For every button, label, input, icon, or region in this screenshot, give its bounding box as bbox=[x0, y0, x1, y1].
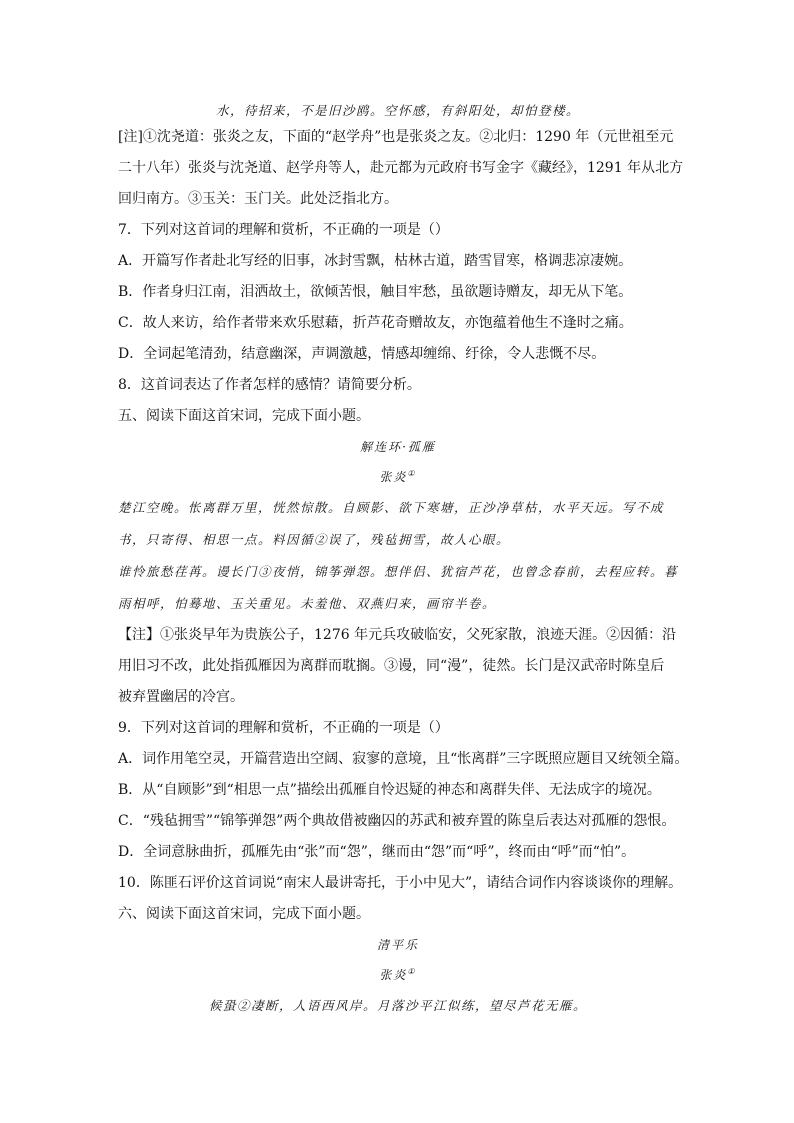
footnote-mark: ① bbox=[407, 469, 417, 478]
section-heading: 五、阅读下面这首宋词，完成下面小题。 bbox=[118, 408, 370, 424]
poem-author bbox=[118, 960, 678, 990]
poem-body bbox=[118, 492, 678, 620]
note-block bbox=[118, 620, 678, 713]
question-stem: 7．下列对这首词的理解和赏析，不正确的一项是（） bbox=[118, 222, 449, 238]
question-7 bbox=[118, 215, 678, 370]
option-a: A．词作用笔空灵，开篇营造出空阔、寂寥的意境，且“怅离群”三字既照应题目又统领全篇。 bbox=[118, 751, 689, 767]
section-heading: 六、阅读下面这首宋词，完成下面小题。 bbox=[118, 906, 370, 922]
option-c: C．故人来访，给作者带来欢乐慰藉，折芦花奇赠故友，亦饱蕴着他生不逢时之痛。 bbox=[118, 315, 633, 331]
note-line: 被弃置幽居的冷宫。 bbox=[118, 689, 244, 705]
poem-author bbox=[118, 462, 678, 492]
poem-line: 雨相呼，怕蓦地、玉关重见。未羞他、双燕归来，画帘半卷。 bbox=[118, 596, 497, 611]
option-a: A．开篇写作者赴北写经的旧事，冰封雪飘，枯林古道，踏雪冒寒，格调悲凉凄婉。 bbox=[118, 253, 633, 269]
author-name: 张炎 bbox=[379, 968, 408, 982]
question-10: 10．陈匪石评价这首词说“南宋人最讲寄托，于小中见大”，请结合词作内容谈谈你的理解。 bbox=[118, 875, 683, 891]
note-block bbox=[118, 122, 684, 215]
question-8: 8．这首词表达了作者怎样的感情？请简要分析。 bbox=[118, 377, 421, 393]
option-b: B．从“自顾影”到“相思一点”描绘出孤雁自怜迟疑的神态和离群失伴、无法成字的境况。 bbox=[118, 782, 661, 798]
note-line: 【注】①张炎早年为贵族公子，1276 年元兵攻破临安，父死家散，浪迹天涯。②因循：沿 bbox=[118, 627, 677, 643]
note-line: 回归南方。③玉关：玉门关。此处泛指北方。 bbox=[118, 191, 398, 207]
option-b: B．作者身归江南，泪洒故土，欲倾苦恨，触目牢愁，虽欲题诗赠友，却无从下笔。 bbox=[118, 284, 633, 300]
document-page bbox=[118, 100, 689, 1022]
poem-line: 书，只寄得、相思一点。料因循②误了，残毡拥雪，故人心眼。 bbox=[118, 532, 511, 547]
note-line: [注]①沈尧道：张炎之友，下面的“赵学舟”也是张炎之友。②北归：1290 年（元世祖至元 bbox=[118, 129, 674, 145]
poem-line: 谁怜旅愁荏苒。谩长门③夜悄，锦筝弹怨。想伴侣、犹宿芦花，也曾念春前，去程应转。暮 bbox=[118, 564, 679, 579]
option-c: C．“残毡拥雪”“锦筝弹怨”两个典故借被幽囚的苏武和被弃置的陈皇后表达对孤雁的怨恨。 bbox=[118, 813, 676, 829]
poem-line: 候蛩②凄断，人语西风岸。月落沙平江似练，望尽芦花无雁。 bbox=[208, 998, 587, 1013]
poem-line: 水，待招来，不是旧沙鸥。空怀感，有斜阳处，却怕登楼。 bbox=[215, 103, 580, 118]
poem-title: 清平乐 bbox=[376, 938, 419, 952]
poem-line: 楚江空晚。怅离群万里，恍然惊散。自顾影、欲下寒塘，正沙净草枯，水平天远。写不成 bbox=[118, 500, 665, 515]
poem-title: 解连环·孤雁 bbox=[360, 440, 436, 454]
question-9 bbox=[118, 713, 689, 868]
option-d: D．全词意脉曲折，孤雁先由“张”而“怨”，继而由“怨”而“呼”，终而由“呼”而“怕”。 bbox=[118, 844, 636, 860]
note-line: 二十八年）张炎与沈尧道、赵学舟等人，赴元都为元政府书写金字《藏经》，1291 年从北方 bbox=[118, 160, 684, 176]
note-line: 用旧习不改，此处指孤雁因为离群而耽搁。③谩，同“漫”，徒然。长门是汉武帝时陈皇后 bbox=[118, 658, 665, 674]
question-stem: 9．下列对这首词的理解和赏析，不正确的一项是（） bbox=[118, 720, 449, 736]
option-d: D．全词起笔清劲，结意幽深，声调激越，情感却缠绵、纡徐，令人悲慨不尽。 bbox=[118, 346, 606, 362]
footnote-mark: ① bbox=[407, 967, 417, 976]
author-name: 张炎 bbox=[379, 470, 408, 484]
